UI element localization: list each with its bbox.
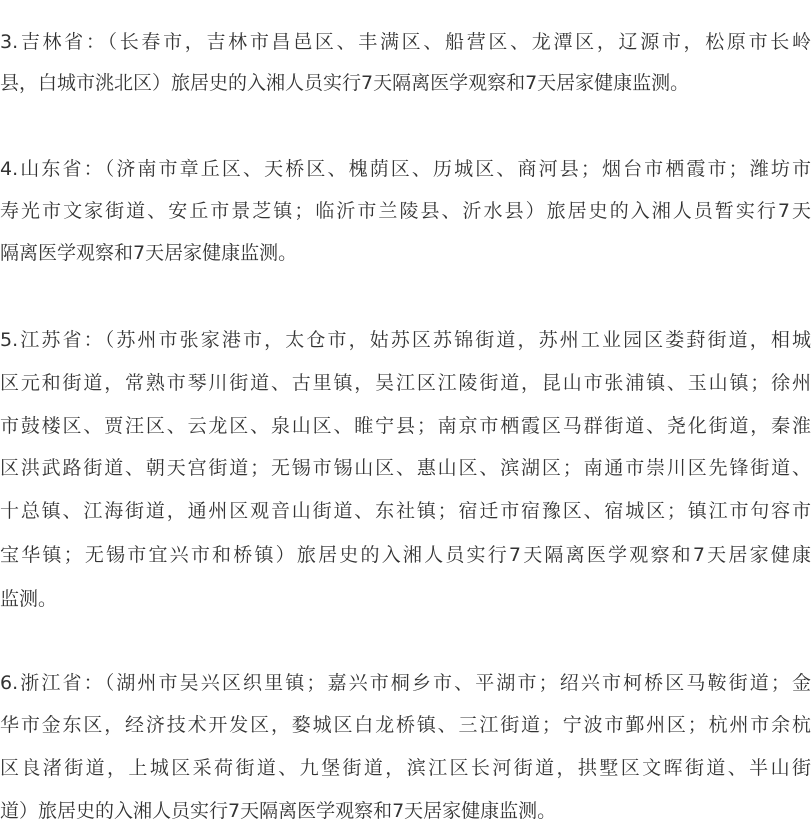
paragraph-line: 5.江苏省：（苏州市张家港市，太仓市，姑苏区苏锦街道，苏州工业园区娄葑街道，相城 xyxy=(0,329,811,351)
paragraph-line: 县，白城市洮北区）旅居史的入湘人员实行7天隔离医学观察和7天居家健康监测。 xyxy=(0,72,690,94)
paragraph-line: 监测。 xyxy=(0,588,58,610)
paragraph-line: 市鼓楼区、贾汪区、云龙区、泉山区、睢宁县；南京市栖霞区马群街道、尧化街道，秦淮 xyxy=(0,415,811,437)
paragraph-line: 6.浙江省：（湖州市吴兴区织里镇；嘉兴市桐乡市、平湖市；绍兴市柯桥区马鞍街道；金 xyxy=(0,672,811,694)
paragraph-line: 隔离医学观察和7天居家健康监测。 xyxy=(0,242,298,264)
paragraph-line: 华市金东区，经济技术开发区，婺城区白龙桥镇、三江街道；宁波市鄞州区；杭州市余杭 xyxy=(0,714,811,736)
paragraph-line: 宝华镇；无锡市宜兴市和桥镇）旅居史的入湘人员实行7天隔离医学观察和7天居家健康 xyxy=(0,544,811,566)
paragraph-line: 道）旅居史的入湘人员实行7天隔离医学观察和7天居家健康监测。 xyxy=(0,800,557,822)
paragraph-line: 寿光市文家街道、安丘市景芝镇；临沂市兰陵县、沂水县）旅居史的入湘人员暂实行7天 xyxy=(0,200,811,222)
paragraph-line: 区良渚街道，上城区采荷街道、九堡街道，滨江区长河街道，拱墅区文晖街道、半山街 xyxy=(0,757,811,779)
paragraph-line: 区元和街道，常熟市琴川街道、古里镇，吴江区江陵街道，昆山市张浦镇、玉山镇；徐州 xyxy=(0,372,811,394)
paragraph-line: 区洪武路街道、朝天宫街道；无锡市锡山区、惠山区、滨湖区；南通市崇川区先锋街道、 xyxy=(0,457,811,479)
paragraph-line: 十总镇、江海街道，通州区观音山街道、东社镇；宿迁市宿豫区、宿城区；镇江市句容市 xyxy=(0,500,811,522)
paragraph-line: 3.吉林省：（长春市，吉林市昌邑区、丰满区、船营区、龙潭区，辽源市，松原市长岭 xyxy=(0,31,811,53)
paragraph-line: 4.山东省：（济南市章丘区、天桥区、槐荫区、历城区、商河县；烟台市栖霞市；潍坊市 xyxy=(0,158,811,180)
